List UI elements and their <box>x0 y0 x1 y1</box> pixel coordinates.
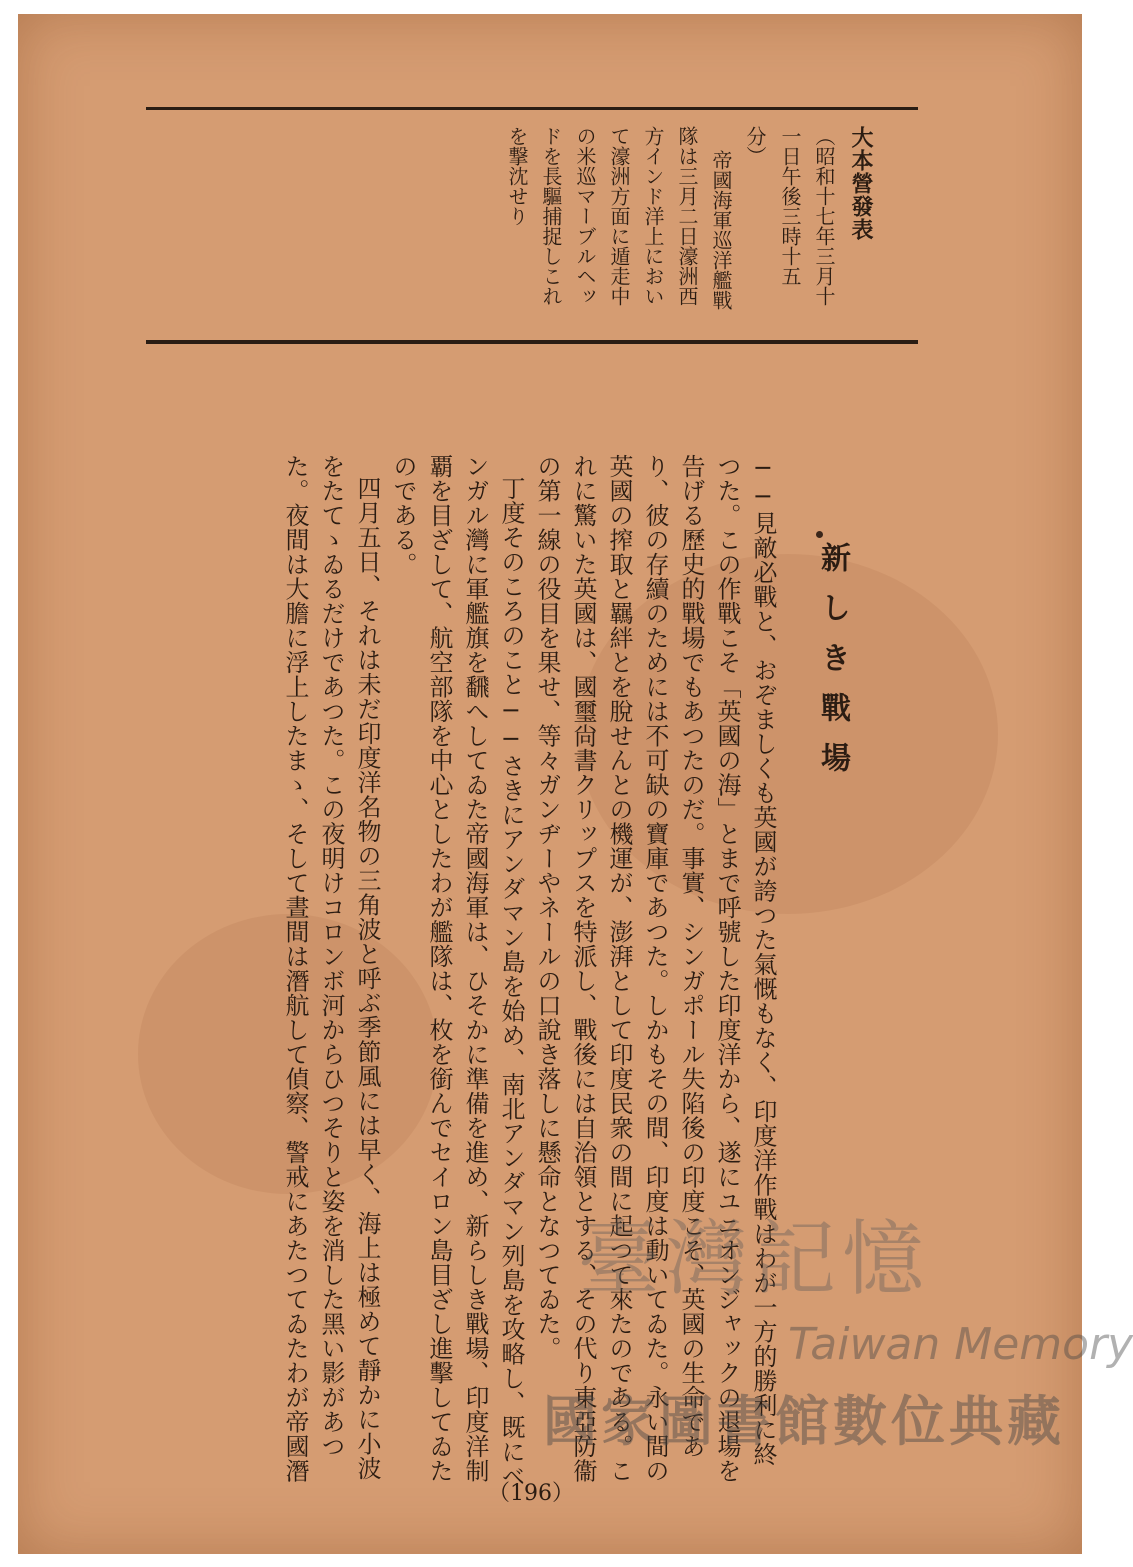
announcement-bottom-rule <box>146 340 918 344</box>
body-column: 覇を目ざして、航空部隊を中心としたわが艦隊は、枚を銜んでセイロン島目ざし進擊してゐた <box>425 454 453 1483</box>
body-column: 英國の搾取と羈絆とを脫せんとの機運が、澎湃として印度民衆の間に起つて來たのである。こ <box>605 454 633 1483</box>
body-column: 丁度そのころのこと──さきにアンダマン島を始め、南北アンダマン列島を攻略し、既にベ <box>497 476 525 1489</box>
body-column: り、彼の存續のためには不可缺の寶庫であつた。しかもその間、印度は動いてゐた。永い間の <box>641 454 669 1483</box>
announcement-line: 方インド洋上におい <box>641 126 665 306</box>
page-number: （196） <box>488 1481 574 1506</box>
announcement-line: （昭和十七年三月十 <box>812 126 836 306</box>
body-column: 四月五日、それは未だ印度洋名物の三角波と呼ぶ季節風には早く、海上は極めて靜かに小波 <box>353 476 381 1481</box>
announcement-line: の米巡マーブルヘッ <box>573 126 597 306</box>
announcement-line: 帝國海軍巡洋艦戰 <box>709 150 733 310</box>
heading-bullet <box>816 531 823 538</box>
announcement-line: 隊は三月二日濠洲西 <box>675 126 699 306</box>
document-page <box>18 14 1133 1554</box>
body-column: ンガル灣に軍艦旗を飜へしてゐた帝國海軍は、ひそかに準備を進め、新らしき戰場、印度洋制 <box>461 454 489 1483</box>
body-column: の第一線の役目を果せ、等々ガンヂーやネールの口說き落しに懸命となつてゐた。 <box>533 454 561 1361</box>
top-rule <box>146 107 918 110</box>
body-column: 告げる歷史的戰場でもあつたのだ。事實、シンガポール失陷後の印度こそ、英國の生命であ <box>677 454 705 1459</box>
body-column: のである。 <box>389 454 417 577</box>
watermark-english: Taiwan Memory <box>788 1319 1133 1370</box>
watermark-library: 國家圖書館數位典藏 <box>543 1389 1065 1453</box>
body-column: た。夜間は大膽に浮上したまゝ、そして晝間は潛航して偵察、警戒にあたつてゐたわが帝國潛 <box>281 454 309 1483</box>
body-column: ──見敵必戰と、おぞましくも英國が誇つた氣慨もなく、印度洋作戰はわが一方的勝利に終 <box>749 454 777 1467</box>
announcement-line: 一日午後三時十五 <box>778 126 802 286</box>
body-column: つた。この作戰こそ「英國の海」とまで呼號した印度洋から、遂にユニオンジャックの退場を <box>713 454 741 1483</box>
announcement-line: を撃沈せり <box>505 126 529 226</box>
body-column: れに驚いた英國は、國璽尙書クリップスを特派し、戰後には自治領とする、その代り東亞防衞 <box>569 454 597 1483</box>
announcement-line: ドを長驅捕捉しこれ <box>539 126 563 306</box>
announcement-line: 分） <box>743 126 767 166</box>
announcement-line: て濠洲方面に遁走中 <box>607 126 631 306</box>
section-heading: 新しき戰場 <box>815 542 850 792</box>
watermark-logo-text: 臺灣記憶 <box>578 1212 931 1307</box>
announcement-title: 大本營發表 <box>848 126 873 241</box>
body-column: をたてゝゐるだけであつた。この夜明けコロンボ河からひつそりと姿を消した黑い影があつ <box>317 454 345 1459</box>
